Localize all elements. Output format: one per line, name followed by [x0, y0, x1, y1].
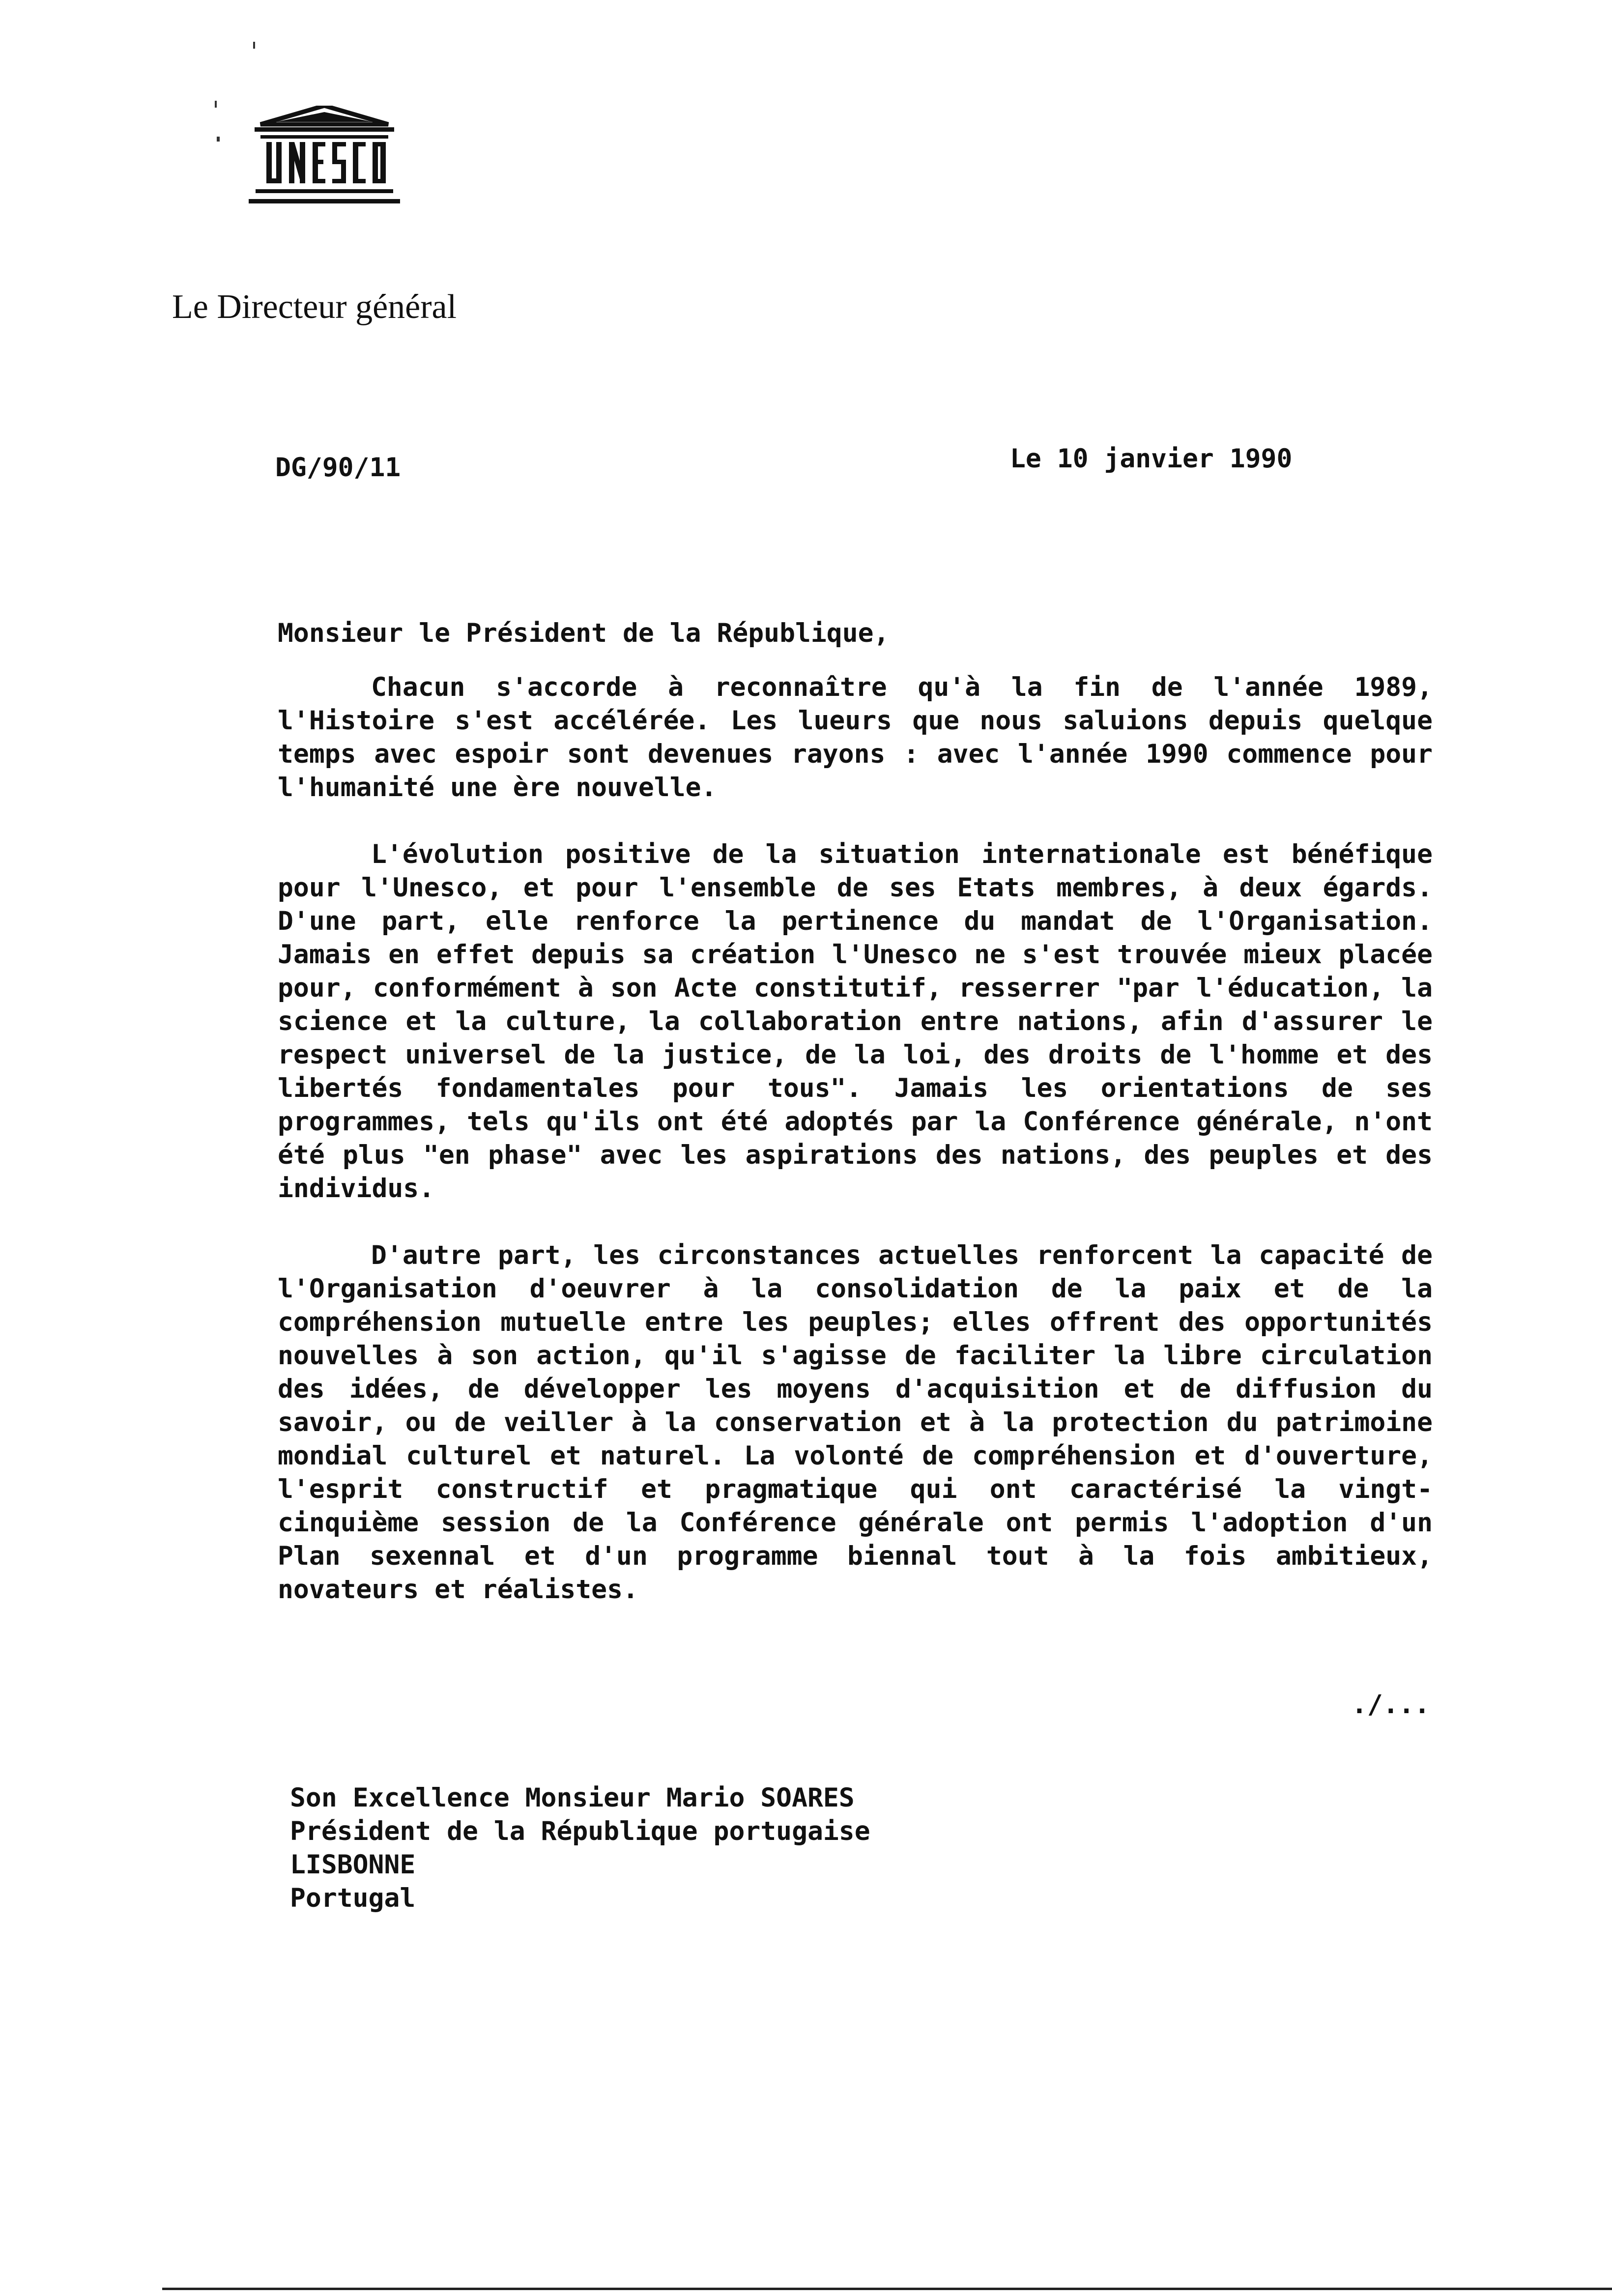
recipient-line: LISBONNE: [290, 1850, 416, 1880]
recipient-line: Son Excellence Monsieur Mario SOARES: [290, 1783, 855, 1813]
letter-date: Le 10 janvier 1990: [1010, 444, 1293, 474]
paragraph: Chacun s'accorde à reconnaître qu'à la fin de l'année 1989, l'Histoire s'est accélérée. Les lueurs que nous saluions depuis quelque temps avec espoir sont devenues rayons : avec l'année 1990 commence pour l'humanité une ère nouvelle.: [278, 672, 1433, 803]
reference-number: DG/90/11: [275, 453, 401, 483]
recipient-line: Président de la République portugaise: [290, 1816, 870, 1846]
recipient-address: [290, 1781, 870, 1915]
logo-text: UNESCO: [324, 226, 329, 227]
scan-speck: [215, 101, 217, 108]
page-bottom-rule: [162, 2288, 1612, 2290]
paragraph: L'évolution positive de la situation internationale est bénéfique pour l'Unesco, et pour l'ensemble de ses Etats membres, à deux égards. D'une part, elle renforce la pertinence du mandat de l'Organisation. Jamais en effet depuis sa création l'Unesco ne s'est trouvée mieux placée pour, conformément à son Acte constitutif, resserrer "par l'éducation, la science et la culture, la collaboration entre nations, afin d'assurer le respect universel de la justice, de la loi, des droits de l'homme et des libertés fondamentales pour tous". Jamais les orientations de ses programmes, tels qu'ils ont été adoptés par la Conférence générale, n'ont été plus "en phase" avec les aspirations des nations, des peuples et des individus.: [278, 839, 1433, 1204]
director-general-title: Le Directeur général: [172, 288, 457, 326]
unesco-temple-icon: [246, 106, 403, 229]
salutation: Monsieur le Président de la République,: [278, 618, 890, 648]
scan-speck: [253, 42, 255, 49]
paragraph: D'autre part, les circonstances actuelles renforcent la capacité de l'Organisation d'oeuvrer à la consolidation de la paix et de la compréhension mutuelle entre les peuples; elles offrent des opportunités nouvelles à son action, qu'il s'agisse de faciliter la libre circulation des idées, de développer les moyens d'acquisition et de diffusion du savoir, ou de veiller à la conservation et à la protection du patrimoine mondial culturel et naturel. La volonté de compréhension et d'ouverture, l'esprit constructif et pragmatique qui ont caractérisé la vingt-cinquième session de la Conférence générale ont permis l'adoption d'un Plan sexennal et d'un programme biennal tout à la fois ambitieux, novateurs et réalistes.: [278, 1240, 1433, 1605]
recipient-line: Portugal: [290, 1883, 416, 1913]
letter-body: [278, 671, 1433, 1640]
scan-speck: [217, 137, 220, 142]
continuation-mark: ./...: [1352, 1690, 1430, 1720]
unesco-logo: [246, 106, 403, 229]
